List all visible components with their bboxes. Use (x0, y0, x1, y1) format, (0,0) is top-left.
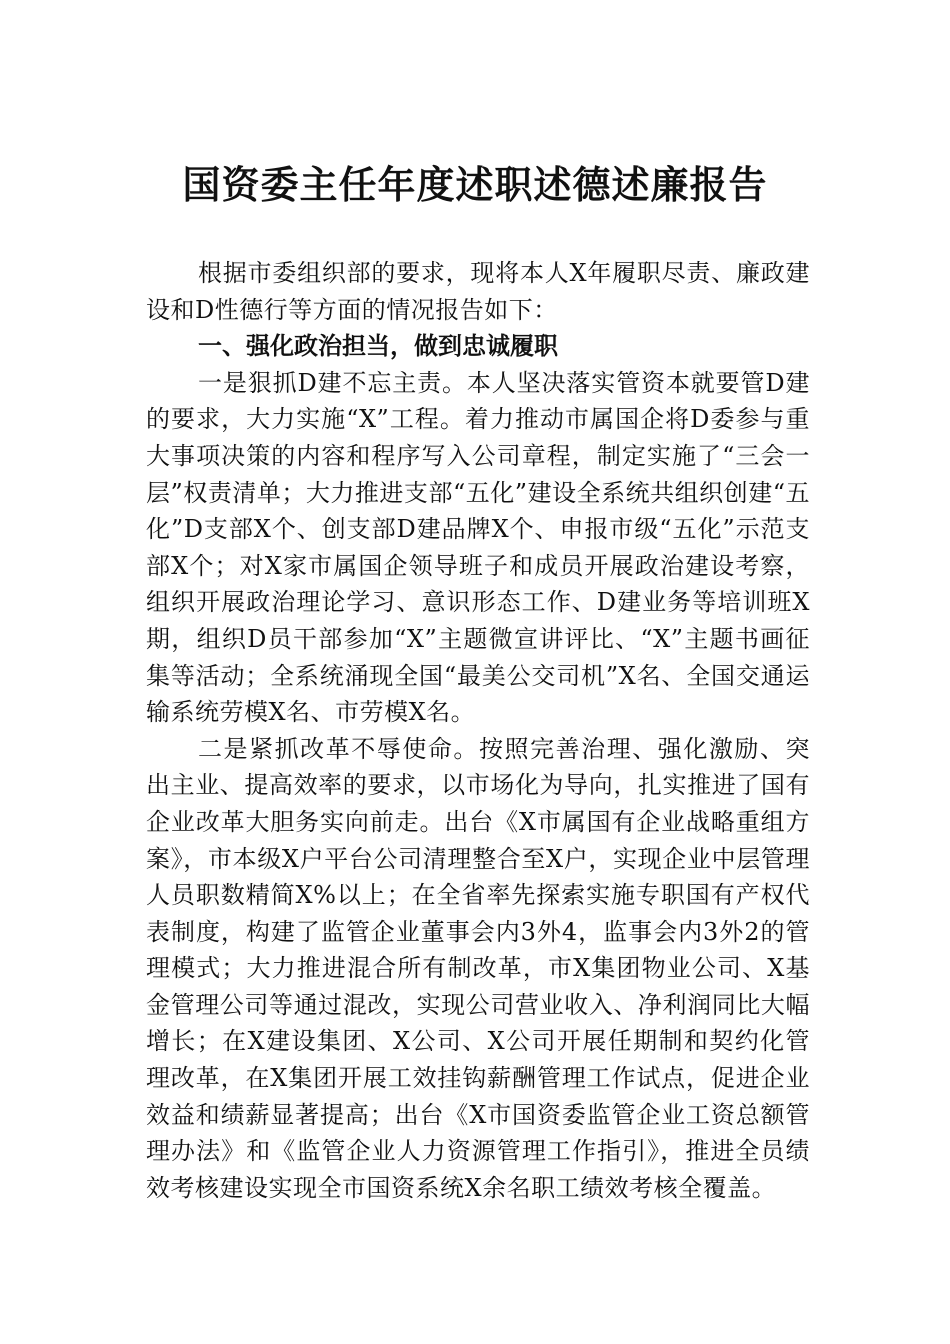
document-title: 国资委主任年度述职述德述廉报告 (182, 162, 768, 207)
intro-paragraph: 根据市委组织部的要求，现将本人X年履职尽责、廉政建设和D性德行等方面的情况报告如下： (146, 259, 810, 324)
document-body (146, 255, 810, 1206)
body-paragraph-2: 二是紧抓改革不辱使命。按照完善治理、强化激励、突出主业、提高效率的要求，以市场化为导向，扎实推进了国有企业改革大胆务实向前走。出台《X市属国有企业战略重组方案》，市本级X户平台公司清理整合至X户，实现企业中层管理人员职数精简X%以上；在全省率先探索实施专职国有产权代表制度，构建了监管企业董事会内3外4，监事会内3外2的管理模式；大力推进混合所有制改革，市X集团物业公司、X基金管理公司等通过混改，实现公司营业收入、净利润同比大幅增长；在X建设集团、X公司、X公司开展任期制和契约化管理改革，在X集团开展工效挂钩薪酬管理工作试点，促进企业效益和绩薪显著提高；出台《X市国资委监管企业工资总额管理办法》和《监管企业人力资源管理工作指引》，推进全员绩效考核建设实现全市国资系统X余名职工绩效考核全覆盖。 (146, 734, 810, 1202)
section-heading: 一、强化政治担当，做到忠诚履职 (198, 332, 558, 361)
body-paragraph-1: 一是狠抓D建不忘主责。本人坚决落实管资本就要管D建的要求，大力实施“X”工程。着力推动市属国企将D委参与重大事项决策的内容和程序写入公司章程，制定实施了“三会一层”权责清单；大力推进支部“五化”建设全系统共组织创建“五化”D支部X个、创支部D建品牌X个、申报市级“五化”示范支部X个；对X家市属国企领导班子和成员开展政治建设考察，组织开展政治理论学习、意识形态工作、D建业务等培训班X期，组织D员干部参加“X”主题微宣讲评比、“X”主题书画征集等活动；全系统涌现全国“最美公交司机”X名、全国交通运输系统劳模X名、市劳模X名。 (146, 368, 810, 727)
